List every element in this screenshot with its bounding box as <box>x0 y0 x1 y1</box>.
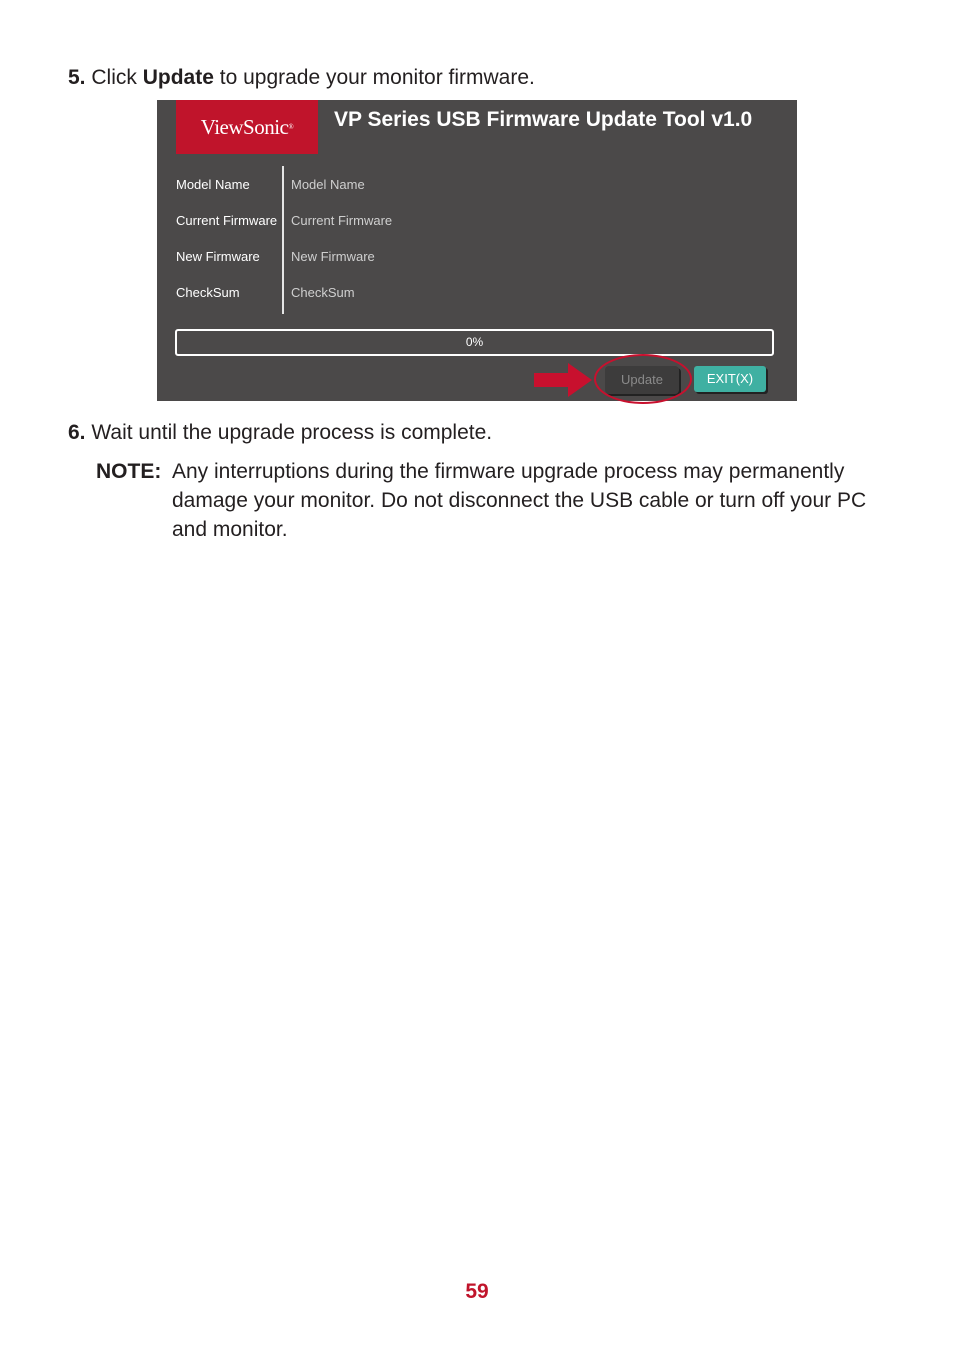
value-model-name: Model Name <box>291 177 365 192</box>
note-label: NOTE: <box>96 460 162 483</box>
step-5-instruction <box>68 64 535 92</box>
tool-title: VP Series USB Firmware Update Tool v1.0 <box>334 108 753 131</box>
note-text: Any interruptions during the firmware upgrade process may permanently damage your monitor. Do not disconnect the USB cable or turn off your PC and monitor. <box>172 460 867 541</box>
value-current-firmware: Current Firmware <box>291 213 393 228</box>
step-6-text: Wait until the upgrade process is complete. <box>91 421 493 444</box>
value-checksum: CheckSum <box>291 285 355 300</box>
step-5-number: 5. <box>68 66 86 89</box>
note-block <box>96 457 896 544</box>
step-5-text-after: to upgrade your monitor firmware. <box>219 66 535 89</box>
label-new-firmware: New Firmware <box>176 249 260 264</box>
logo-registered-mark: ® <box>288 123 294 131</box>
logo-text: ViewSonic <box>200 114 289 139</box>
red-arrow-right-icon <box>534 362 594 398</box>
firmware-update-tool-screenshot <box>157 100 797 401</box>
progress-percent: 0% <box>465 335 484 349</box>
step-6-number: 6. <box>68 421 86 444</box>
value-new-firmware: New Firmware <box>291 249 375 264</box>
page-number: 59 <box>465 1280 489 1303</box>
step-5-text-before: Click <box>91 66 137 89</box>
label-checksum: CheckSum <box>176 285 240 300</box>
label-model-name: Model Name <box>176 177 250 192</box>
exit-button[interactable]: EXIT(X) <box>694 366 766 392</box>
step-6-instruction <box>68 419 492 447</box>
viewsonic-logo <box>176 100 318 154</box>
progress-bar <box>175 329 774 356</box>
info-labels-column <box>176 166 284 314</box>
label-current-firmware: Current Firmware <box>176 213 278 228</box>
update-button[interactable]: Update <box>605 366 679 394</box>
step-5-bold-update: Update <box>142 66 214 89</box>
